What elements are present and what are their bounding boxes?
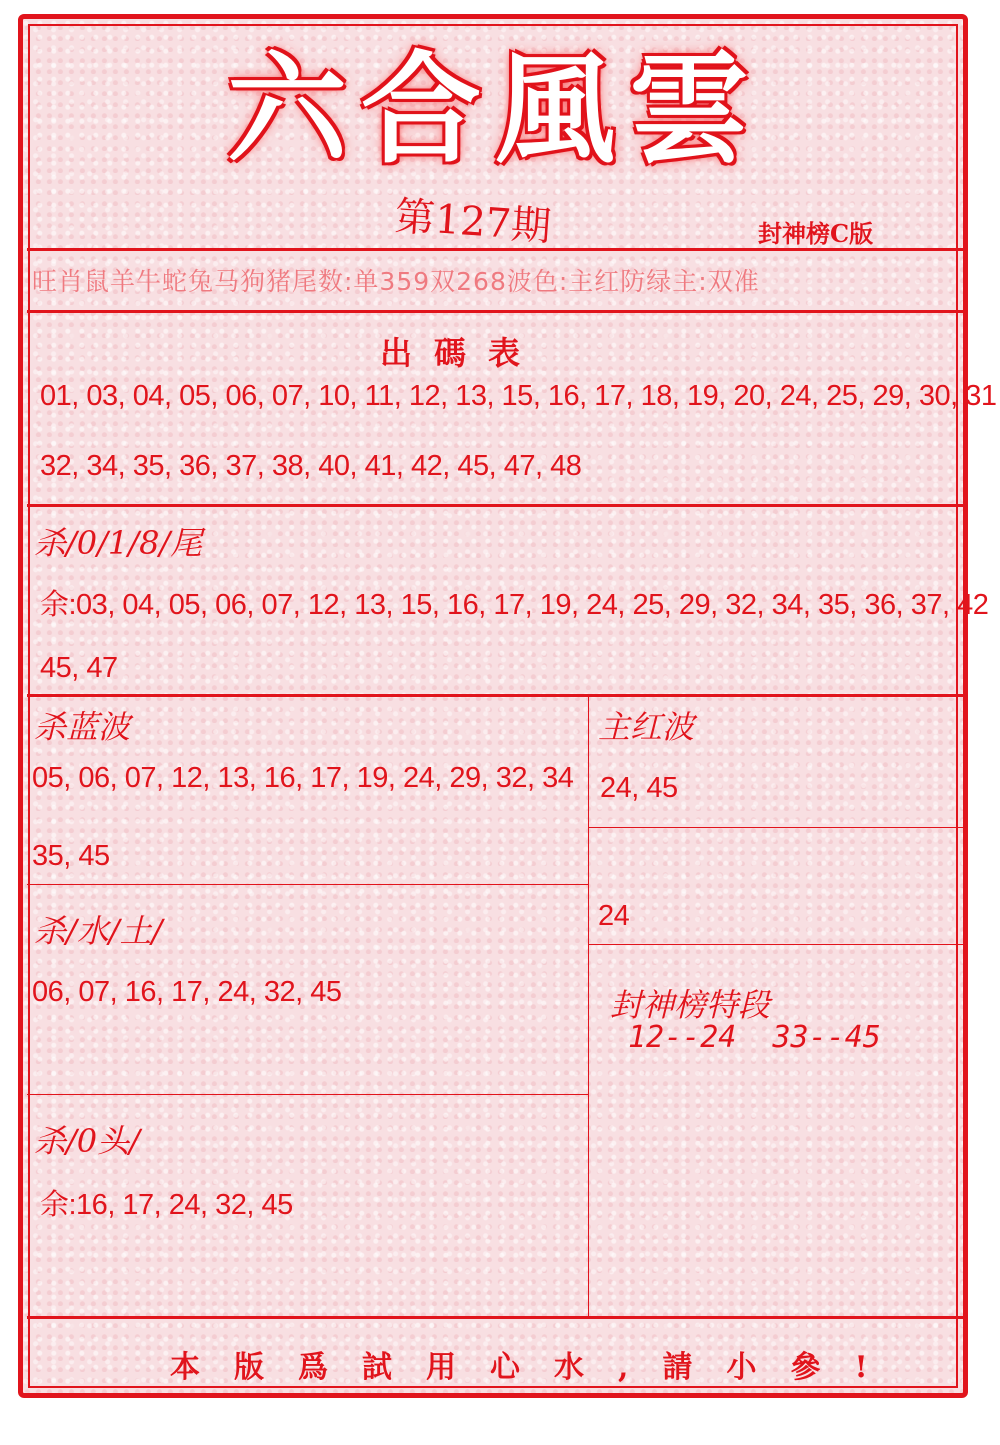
main-red-values: 24, 45 <box>600 772 678 804</box>
kill-head-values: 余:16, 17, 24, 32, 45 <box>40 1189 293 1221</box>
single-value: 24 <box>598 900 630 932</box>
chuma-line-2: 32, 34, 35, 36, 37, 38, 40, 41, 42, 45, 47, 48 <box>40 450 582 482</box>
issue-number: 第127期 <box>393 193 553 251</box>
divider <box>27 504 963 507</box>
kill-head-label: 杀/0头/ <box>34 1122 140 1160</box>
kill-blue-label: 杀蓝波 <box>34 708 131 746</box>
edition-label: 封神榜C版 <box>758 219 874 248</box>
divider <box>588 944 963 945</box>
kill-blue-line-2: 35, 45 <box>32 840 110 872</box>
divider <box>27 248 963 251</box>
kill-elements-label: 杀/水/土/ <box>34 912 163 950</box>
divider <box>588 827 963 828</box>
kill-blue-line-1: 05, 06, 07, 12, 13, 16, 17, 19, 24, 29, 32, 34 <box>32 762 574 794</box>
chuma-title: 出碼表 <box>380 334 543 372</box>
main-red-label: 主红波 <box>598 708 695 746</box>
kill-tail-line-1: 余:03, 04, 05, 06, 07, 12, 13, 15, 16, 17, 19, 24, 25, 29, 32, 34, 35, 36, 37, 42 <box>40 589 989 621</box>
special-label: 封神榜特段 <box>610 986 771 1024</box>
kill-elements-values: 06, 07, 16, 17, 24, 32, 45 <box>32 976 342 1008</box>
summary-line: 旺肖鼠羊牛蛇兔马狗猪尾数:单359双268波色:主红防绿主:双准 <box>32 267 760 296</box>
divider <box>27 884 588 885</box>
divider <box>27 1094 588 1095</box>
footer-note: 本版爲試用心水,請小參! <box>170 1350 902 1385</box>
divider <box>27 694 963 697</box>
divider <box>27 1316 963 1319</box>
column-divider <box>588 696 589 1316</box>
kill-tail-line-2: 45, 47 <box>40 652 118 684</box>
special-range: 12--24 33--45 <box>628 1020 881 1055</box>
divider <box>27 310 963 313</box>
chuma-line-1: 01, 03, 04, 05, 06, 07, 10, 11, 12, 13, 15, 16, 17, 18, 19, 20, 24, 25, 29, 30, 31 <box>40 380 997 412</box>
page-title: 六合風雲 <box>227 39 763 180</box>
kill-tail-label: 杀/0/1/8/尾 <box>34 524 203 562</box>
